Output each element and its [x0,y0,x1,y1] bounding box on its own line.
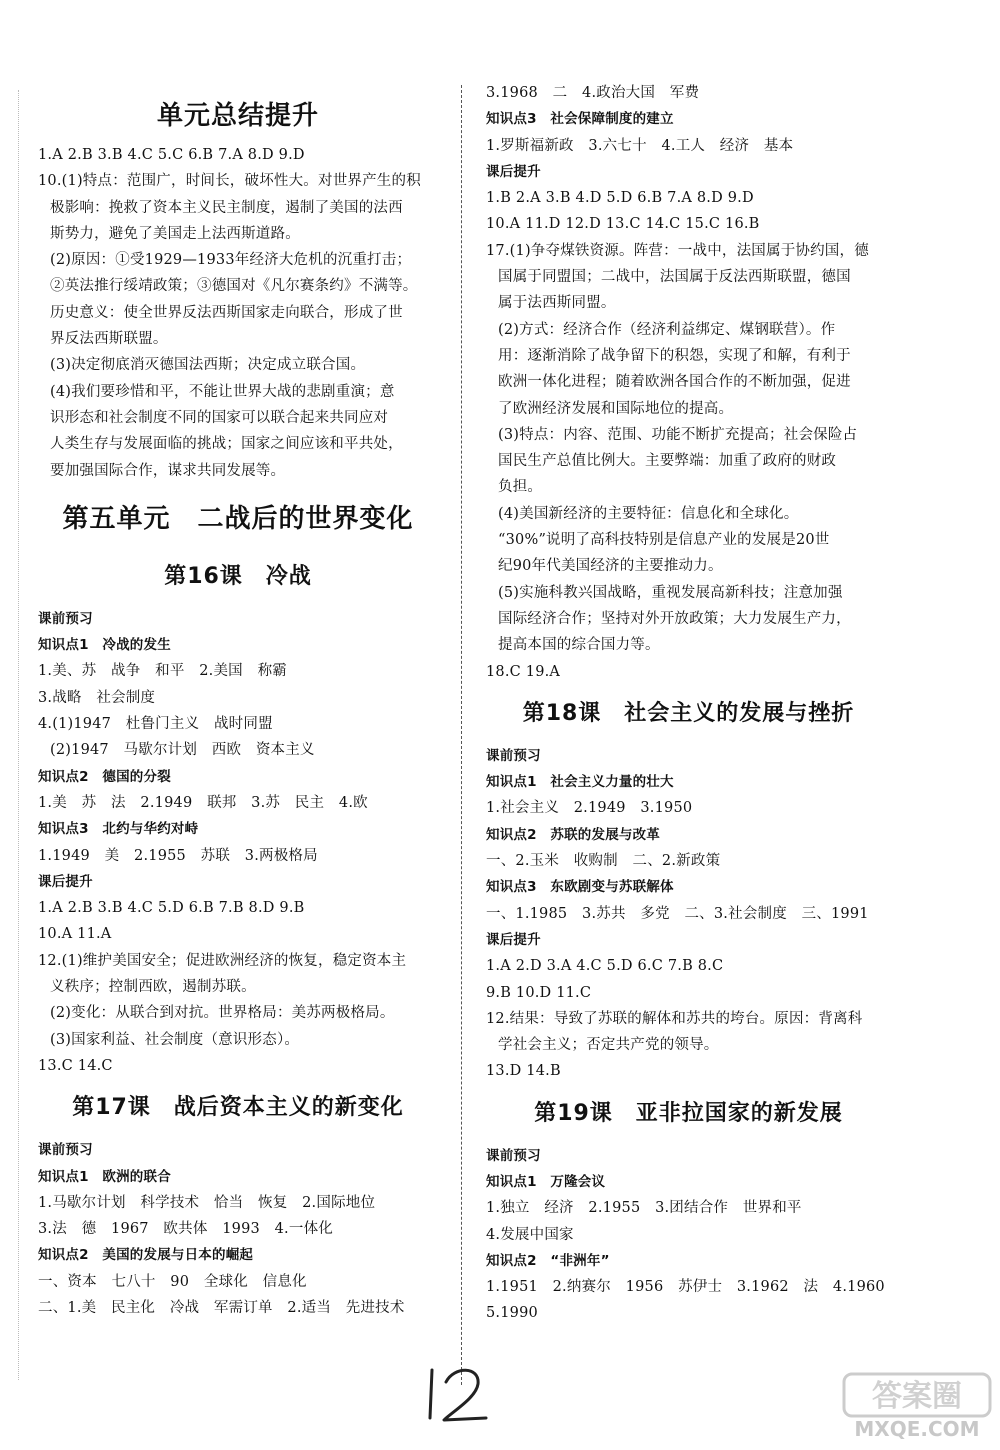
answer-line: 二、1.美 民主化 冷战 军需订单 2.适当 先进技术 [38,1299,405,1316]
answer-line: 1.美、苏 战争 和平 2.美国 称霸 [38,663,287,680]
answer-line: (4)我们要珍惜和平，不能让世界大战的悲剧重演；意 [50,383,395,400]
handwritten-page-number [410,1360,500,1430]
answer-line: 了欧洲经济发展和国际地位的提高。 [498,400,734,417]
answer-line: 1.B 2.A 3.B 4.D 5.D 6.B 7.A 8.D 9.D [486,190,754,207]
lesson-heading: 第17课 战后资本主义的新变化 [72,1095,404,1121]
answer-line: 识形态和社会制度不同的国家可以联合起来共同应对 [50,409,389,426]
answer-line: (3)决定彻底消灭德国法西斯；决定成立联合国。 [50,357,366,374]
answer-line: (3)特点：内容、范围、功能不断扩充提高；社会保险占 [498,426,858,443]
subsection-label: 课后提升 [486,931,541,948]
answer-line: 国属于同盟国；二战中，法国属于反法西斯联盟，德国 [498,269,851,286]
answer-line: 要加强国际合作，谋求共同发展等。 [50,462,286,479]
subsection-label: 知识点2 “非洲年” [486,1252,610,1269]
answer-line: 斯势力，避免了美国走上法西斯道路。 [50,225,300,242]
answer-line: (4)美国新经济的主要特征：信息化和全球化。 [498,505,799,522]
answer-line: 3.1968 二 4.政治大国 军费 [486,85,700,101]
subsection-label: 知识点2 美国的发展与日本的崛起 [38,1247,254,1264]
column-divider [461,85,462,1385]
unit-heading: 第五单元 二战后的世界变化 [62,503,414,534]
answer-line: 9.B 10.D 11.C [486,984,592,1001]
answer-line: ②英法推行绥靖政策；③德国对《凡尔赛条约》不满等。 [50,278,418,295]
answer-line: 17.(1)争夺煤铁资源。阵营：一战中，法国属于协约国，德 [486,242,869,259]
subsection-label: 知识点2 苏联的发展与改革 [486,826,660,843]
svg-text:答案圈: 答案圈 [872,1379,962,1414]
answer-line: 13.D 14.B [486,1063,561,1080]
answer-line: 10.A 11.D 12.D 13.C 14.C 15.C 16.B [486,216,760,233]
answer-line: 欧洲一体化进程；随着欧洲各国合作的不断加强，促进 [498,374,851,391]
subsection-label: 课前预习 [38,1142,93,1159]
answer-line: 3.战略 社会制度 [38,689,156,706]
subsection-label: 课后提升 [38,873,93,890]
answer-line: 1.A 2.B 3.B 4.C 5.D 6.B 7.B 8.D 9.B [38,900,305,917]
answer-line: “30%”说明了高科技特别是信息产业的发展是20世 [498,532,830,549]
answer-line: 属于法西斯同盟。 [498,295,616,312]
answer-line: 国民生产总值比例大。主要弊端：加重了政府的财政 [498,453,837,470]
answer-line: 18.C 19.A [486,663,561,680]
subsection-label: 知识点2 德国的分裂 [38,768,171,785]
answer-line: 1.马歇尔计划 科学技术 恰当 恢复 2.国际地位 [38,1194,376,1211]
answer-line: 3.法 德 1967 欧共体 1993 4.一体化 [38,1221,333,1238]
answer-line: 一、资本 七八十 90 全球化 信息化 [38,1273,307,1290]
subsection-label: 课前预习 [38,610,93,627]
answer-line: 12.结果：导致了苏联的解体和苏共的垮台。原因：背离科 [486,1010,863,1027]
answer-line: 学社会主义；否定共产党的领导。 [498,1037,719,1054]
subsection-label: 知识点3 社会保障制度的建立 [486,111,674,128]
watermark-logo [842,1372,992,1442]
answer-line: 1.A 2.D 3.A 4.C 5.D 6.C 7.B 8.C [486,958,724,975]
answer-line: 一、1.1985 3.苏共 多党 二、3.社会制度 三、1991 [486,905,869,922]
answer-line: (2)方式：经济合作（经济利益绑定、煤钢联营）。作 [498,321,836,338]
answer-line: (3)国家利益、社会制度（意识形态）。 [50,1031,300,1048]
answer-line: (2)变化：从联合到对抗。世界格局：美苏两极格局。 [50,1005,395,1022]
answer-line: 1.社会主义 2.1949 3.1950 [486,800,693,817]
subsection-label: 知识点1 万隆会议 [486,1173,606,1190]
left-column [38,80,438,1321]
answer-line: 负担。 [498,479,543,496]
answer-line: 4.(1)1947 杜鲁门主义 战时同盟 [38,716,273,733]
lesson-heading: 第19课 亚非拉国家的新发展 [534,1100,843,1126]
answer-line: 13.C 14.C [38,1057,113,1074]
answer-line: (2)1947 马歇尔计划 西欧 资本主义 [50,742,315,759]
answer-line: 用：逐渐消除了战争留下的积怨，实现了和解，有利于 [498,347,851,364]
answer-line: 1.1951 2.纳赛尔 1956 苏伊士 3.1962 法 4.1960 [486,1279,885,1296]
subsection-label: 知识点1 冷战的发生 [38,637,171,654]
subsection-label: 课后提升 [486,163,541,180]
unit-summary-heading: 单元总结提升 [156,101,319,131]
answer-line: 极影响：挽救了资本主义民主制度，遏制了美国的法西 [50,199,403,216]
answer-line: 12.(1)维护美国安全；促进欧洲经济的恢复，稳定资本主 [38,952,407,969]
answer-line: 1.A 2.B 3.B 4.C 5.C 6.B 7.A 8.D 9.D [38,147,305,163]
answer-line: 国际经济合作；坚持对外开放政策；大力发展生产力， [498,610,851,627]
answer-line: 一、2.玉米 收购制 二、2.新政策 [486,853,721,870]
subsection-label: 课前预习 [486,747,541,764]
answer-line: 1.罗斯福新政 3.六七十 4.工人 经济 基本 [486,137,794,154]
answer-line: 提高本国的综合国力等。 [498,637,660,654]
answer-line: (2)原因：①受1929—1933年经济大危机的沉重打击； [50,252,412,269]
answer-line: 1.美 苏 法 2.1949 联邦 3.苏 民主 4.欧 [38,794,368,811]
subsection-label: 知识点1 欧洲的联合 [38,1168,171,1185]
answer-line: (5)实施科教兴国战略，重视发展高新科技；注意加强 [498,584,843,601]
answer-line: 1.1949 美 2.1955 苏联 3.两极格局 [38,847,318,864]
lesson-heading: 第18课 社会主义的发展与挫折 [522,700,855,726]
subsection-label: 知识点1 社会主义力量的壮大 [486,774,674,791]
answer-line: 义秩序；控制西欧，遏制苏联。 [50,979,256,996]
answer-line: 10.(1)特点：范围广，时间长，破坏性大。对世界产生的积 [38,173,421,190]
answer-line: 界反法西斯联盟。 [50,331,168,348]
answer-line: 10.A 11.A [38,926,112,943]
lesson-heading: 第16课 冷战 [164,563,312,589]
answer-line: 4.发展中国家 [486,1226,574,1243]
answer-line: 历史意义：使全世界反法西斯国家走向联合，形成了世 [50,304,403,321]
answer-line: 5.1990 [486,1305,538,1322]
svg-text:MXQE.COM: MXQE.COM [854,1417,980,1441]
answer-line: 1.独立 经济 2.1955 3.团结合作 世界和平 [486,1200,802,1217]
margin-dotted-line [18,90,19,1380]
subsection-label: 知识点3 北约与华约对峙 [38,821,199,838]
answer-line: 人类生存与发展面临的挑战；国家之间应该和平共处， [50,436,403,453]
answer-line: 纪90年代美国经济的主要推动力。 [498,558,723,575]
subsection-label: 知识点3 东欧剧变与苏联解体 [486,879,674,896]
subsection-label: 课前预习 [486,1147,541,1164]
right-column [486,80,891,1327]
